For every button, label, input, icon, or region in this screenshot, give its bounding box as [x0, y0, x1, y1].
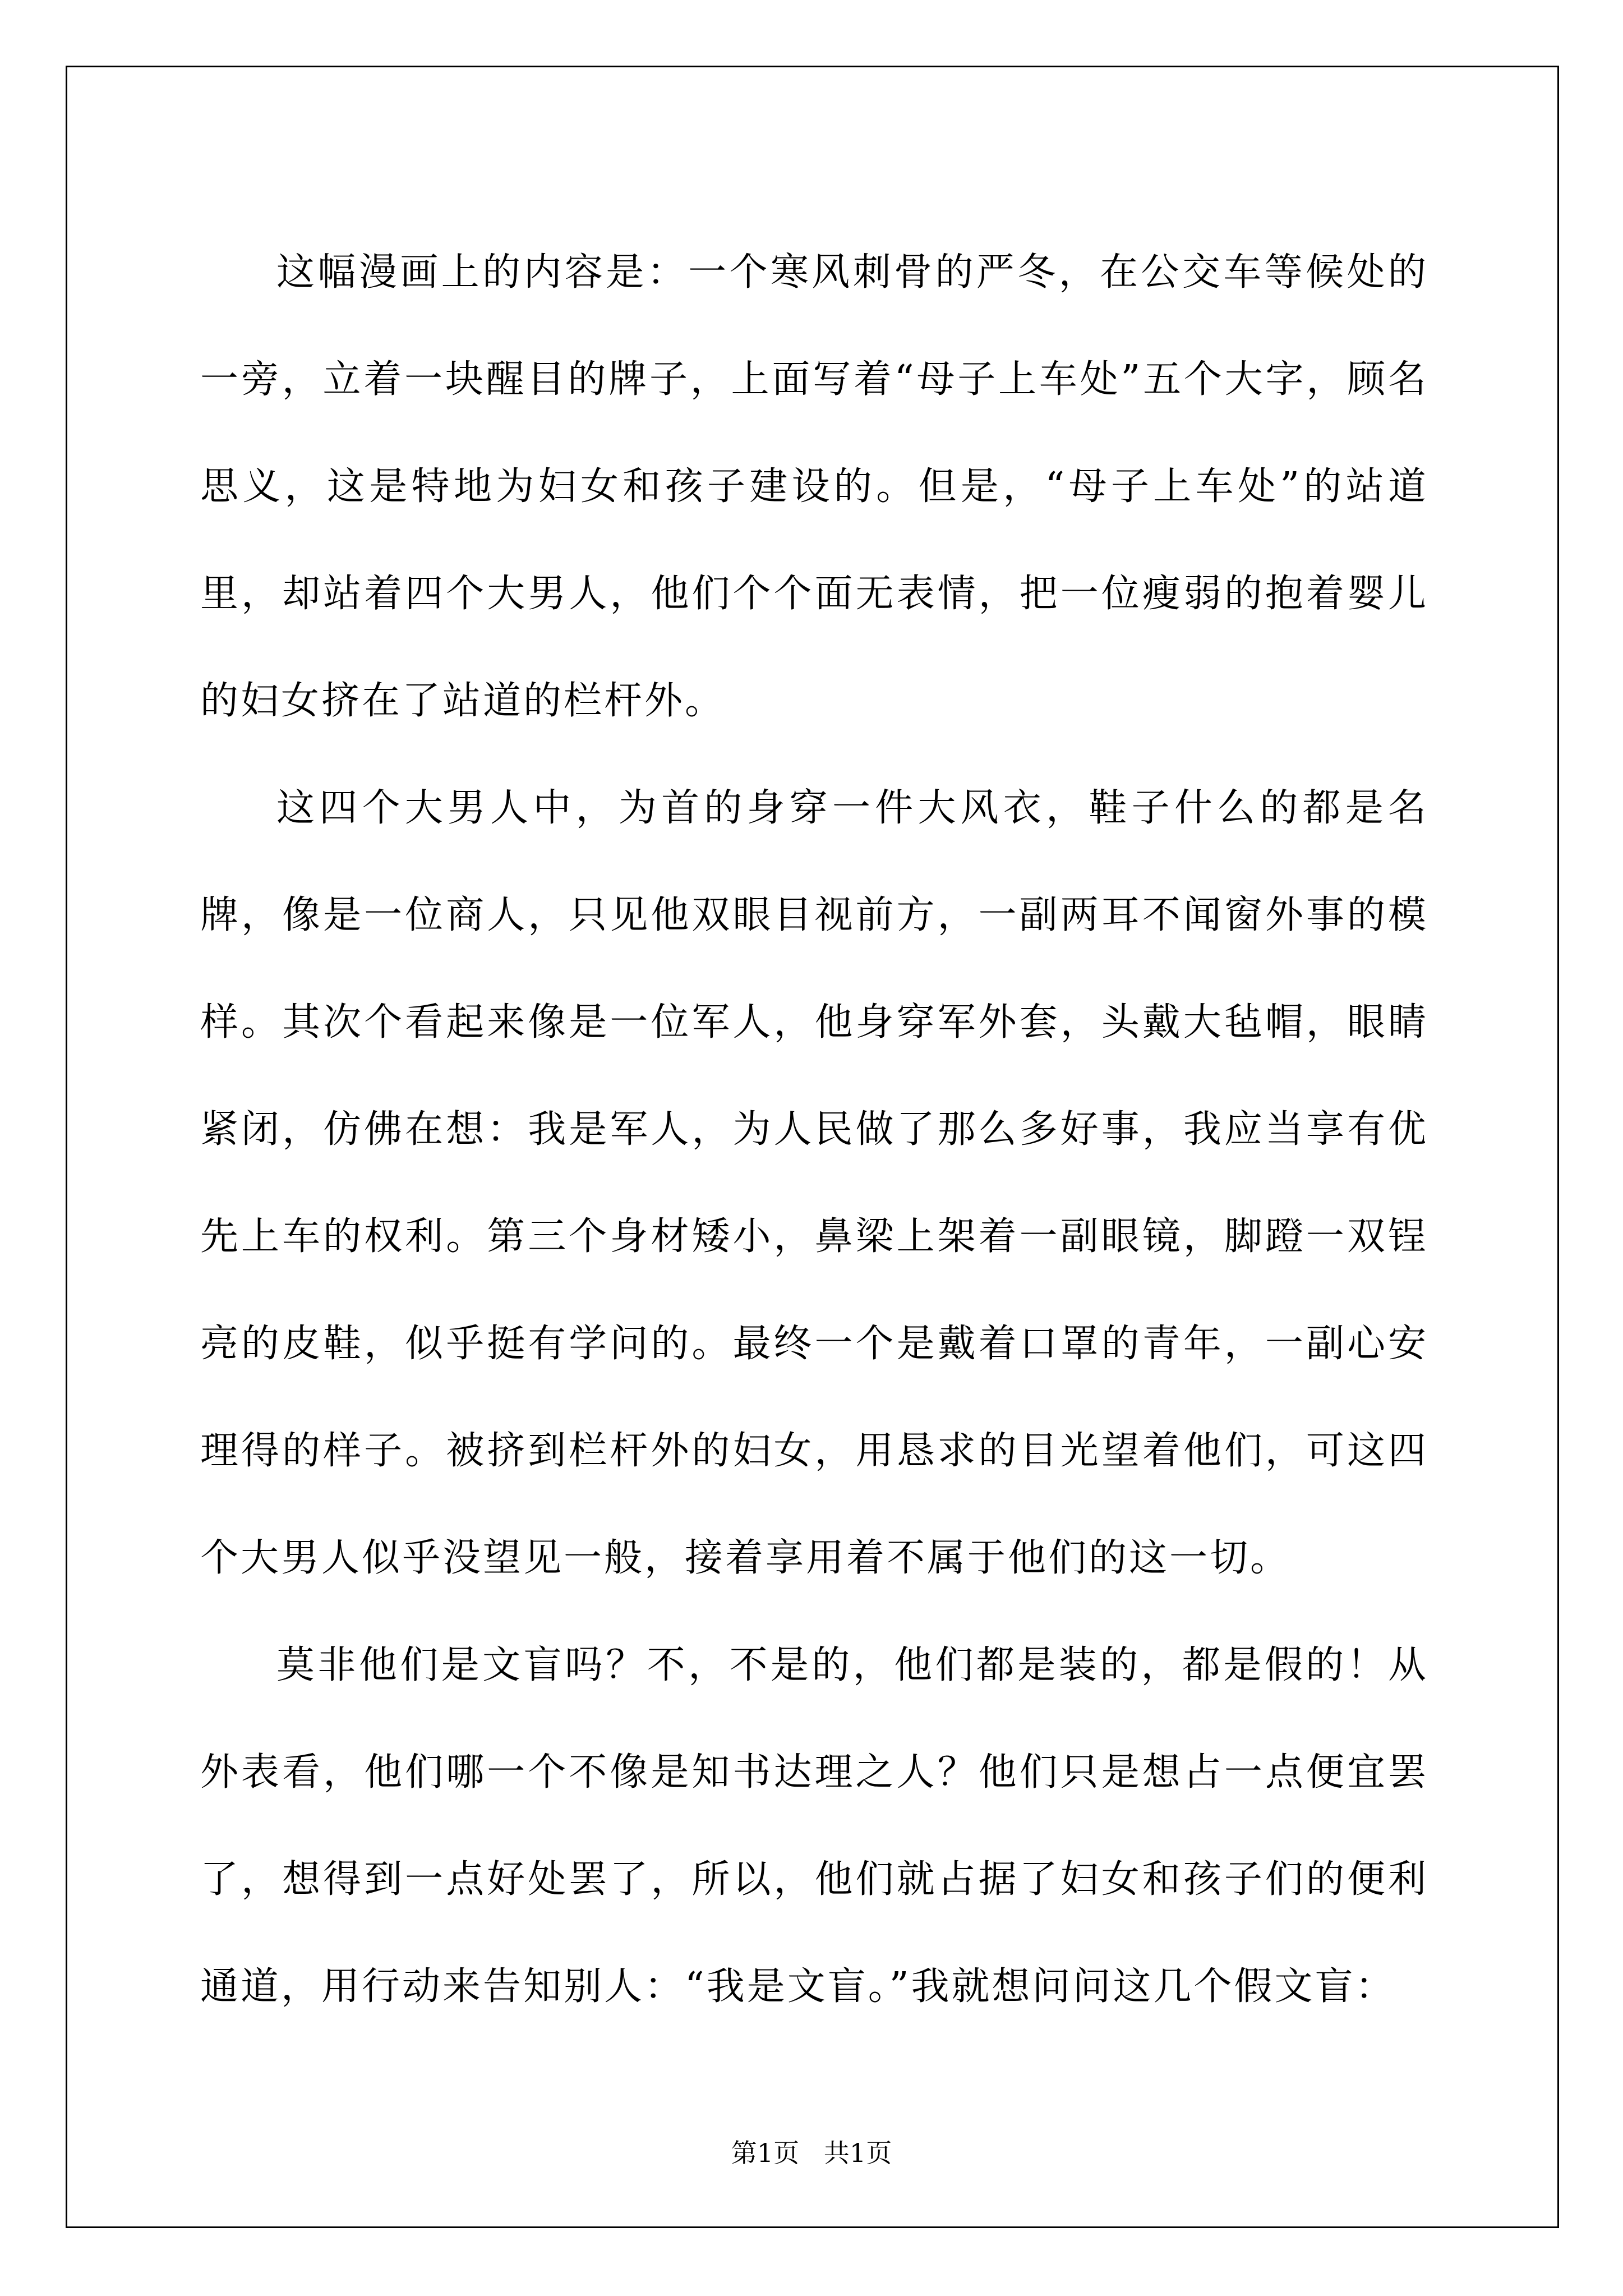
document-body: [200, 219, 1428, 2040]
paragraph-2: 这四个大男人中，为首的身穿一件大风衣，鞋子什么的都是名牌，像是一位商人，只见他双眼目视前方，一副两耳不闻窗外事的模样。其次个看起来像是一位军人，他身穿军外套，头戴大毡帽，眼睛紧闭，仿佛在想：我是军人，为人民做了那么多好事，我应当享有优先上车的权利。第三个身材矮小，鼻梁上架着一副眼镜，脚蹬一双锃亮的皮鞋，似乎挺有学问的。最终一个是戴着口罩的青年，一副心安理得的样子。被挤到栏杆外的妇女，用恳求的目光望着他们，可这四个大男人似乎没望见一般，接着享用着不属于他们的这一切。: [200, 786, 1428, 1580]
paragraph-1: 这幅漫画上的内容是：一个寒风刺骨的严冬，在公交车等候处的一旁，立着一块醒目的牌子，上面写着“母子上车处”五个大字，顾名思义，这是特地为妇女和孩子建设的。但是，“母子上车处”的站道里，却站着四个大男人，他们个个面无表情，把一位瘦弱的抱着婴儿的妇女挤在了站道的栏杆外。: [200, 250, 1428, 723]
paragraph-3: 莫非他们是文盲吗？不，不是的，他们都是装的，都是假的！从外表看，他们哪一个不像是知书达理之人？他们只是想占一点便宜罢了，想得到一点好处罢了，所以，他们就占据了妇女和孩子们的便利通道，用行动来告知别人：“我是文盲。”我就想问问这几个假文盲：: [200, 1643, 1428, 2009]
page-footer: 第1页 共1页: [731, 2138, 892, 2168]
